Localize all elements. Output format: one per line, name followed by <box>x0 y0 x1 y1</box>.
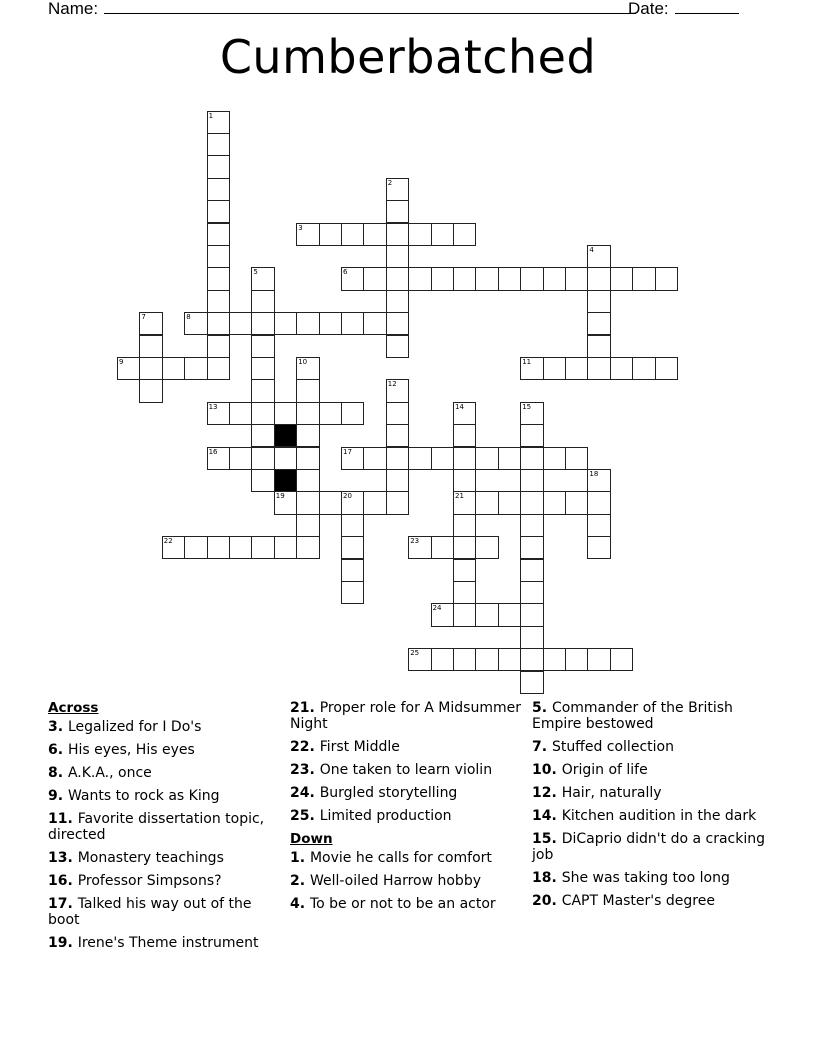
down-clues-col3 <box>532 700 772 916</box>
grid-cell[interactable] <box>520 447 543 470</box>
clue-num: 6. <box>48 742 68 758</box>
clue-number: 24 <box>432 604 442 613</box>
grid-cell[interactable] <box>565 357 588 380</box>
grid-cell[interactable] <box>587 469 610 492</box>
grid-cell[interactable] <box>565 491 588 514</box>
grid-cell[interactable] <box>453 514 476 537</box>
grid-cell[interactable] <box>610 357 633 380</box>
clue-text: To be or not to be an actor <box>309 896 496 912</box>
grid-cell[interactable] <box>386 379 409 402</box>
grid-cell[interactable] <box>207 200 230 223</box>
clue-num: 5. <box>532 700 552 716</box>
grid-cell[interactable] <box>207 447 230 470</box>
grid-cell[interactable] <box>453 559 476 582</box>
grid-cell[interactable] <box>296 223 319 246</box>
down-clue <box>532 831 772 863</box>
across-clue <box>290 762 522 778</box>
grid-cell[interactable] <box>319 402 342 425</box>
grid-cell[interactable] <box>520 357 543 380</box>
clue-text: Legalized for I Do's <box>67 719 202 735</box>
grid-cell[interactable] <box>251 357 274 380</box>
grid-cell[interactable] <box>274 491 297 514</box>
grid-cell[interactable] <box>296 469 319 492</box>
grid-cell[interactable] <box>520 648 543 671</box>
grid-cell[interactable] <box>296 491 319 514</box>
grid-cell[interactable] <box>475 603 498 626</box>
grid-cell[interactable] <box>341 514 364 537</box>
clue-text: Favorite dissertation topic, directed <box>48 811 265 843</box>
clue-text: Burgled storytelling <box>319 785 458 801</box>
clue-num: 8. <box>48 765 68 781</box>
grid-cell[interactable] <box>341 491 364 514</box>
clue-text: Wants to rock as King <box>67 788 220 804</box>
clue-text: Stuffed collection <box>551 739 674 755</box>
clue-number: 8 <box>186 313 191 322</box>
clue-num: 17. <box>48 896 78 912</box>
grid-cell[interactable] <box>296 357 319 380</box>
clue-number: 4 <box>589 245 594 254</box>
clue-num: 4. <box>290 896 310 912</box>
clue-text: Hair, naturally <box>561 785 662 801</box>
grid-cell[interactable] <box>296 514 319 537</box>
clue-number: 21 <box>455 492 464 501</box>
down-clue <box>532 870 772 886</box>
across-clue <box>290 785 522 801</box>
across-clue <box>48 896 280 928</box>
clue-num: 15. <box>532 831 562 847</box>
grid-cell[interactable] <box>520 581 543 604</box>
grid-cell[interactable] <box>296 447 319 470</box>
clue-text: Commander of the British Empire bestowed <box>532 700 733 732</box>
grid-cell[interactable] <box>207 111 230 134</box>
clue-num: 11. <box>48 811 78 827</box>
grid-cell[interactable] <box>386 469 409 492</box>
down-clue <box>532 762 772 778</box>
grid-cell[interactable] <box>431 603 454 626</box>
grid-cell[interactable] <box>632 357 655 380</box>
grid-cell[interactable] <box>587 357 610 380</box>
down-clue <box>290 873 522 889</box>
grid-cell[interactable] <box>543 648 566 671</box>
black-cell <box>274 469 297 492</box>
grid-cell[interactable] <box>386 223 409 246</box>
clue-num: 25. <box>290 808 320 824</box>
grid-cell[interactable] <box>453 424 476 447</box>
grid-cell[interactable] <box>229 312 252 335</box>
grid-cell[interactable] <box>386 245 409 268</box>
grid-cell[interactable] <box>520 424 543 447</box>
grid-cell[interactable] <box>587 335 610 358</box>
across-clue <box>48 850 280 866</box>
clue-number: 13 <box>208 402 218 411</box>
grid-cell[interactable] <box>431 447 454 470</box>
grid-cell[interactable] <box>453 648 476 671</box>
clue-num: 1. <box>290 850 310 866</box>
clue-text: Professor Simpsons? <box>77 873 222 889</box>
grid-cell[interactable] <box>453 267 476 290</box>
grid-cell[interactable] <box>453 402 476 425</box>
clue-text: Irene's Theme instrument <box>77 935 259 951</box>
grid-cell[interactable] <box>587 290 610 313</box>
across-heading: Across <box>48 700 99 716</box>
grid-cell[interactable] <box>520 267 543 290</box>
clue-number: 22 <box>163 537 173 546</box>
grid-cell[interactable] <box>341 402 364 425</box>
grid-cell[interactable] <box>207 312 230 335</box>
clue-text: His eyes, His eyes <box>67 742 195 758</box>
across-clues-col2 <box>290 700 522 919</box>
grid-cell[interactable] <box>363 312 386 335</box>
clue-num: 7. <box>532 739 552 755</box>
grid-cell[interactable] <box>543 267 566 290</box>
puzzle-title: Cumberbatched <box>219 30 597 84</box>
down-clue <box>290 896 522 912</box>
clue-text: CAPT Master's degree <box>561 893 715 909</box>
grid-cell[interactable] <box>431 267 454 290</box>
grid-cell[interactable] <box>251 312 274 335</box>
grid-cell[interactable] <box>520 514 543 537</box>
grid-cell[interactable] <box>475 648 498 671</box>
clue-text: Proper role for A Midsummer Night <box>290 700 521 732</box>
grid-cell[interactable] <box>386 267 409 290</box>
grid-cell[interactable] <box>363 491 386 514</box>
down-clue <box>532 808 772 824</box>
grid-cell[interactable] <box>184 357 207 380</box>
clue-num: 9. <box>48 788 68 804</box>
grid-cell[interactable] <box>251 424 274 447</box>
grid-cell[interactable] <box>408 536 431 559</box>
grid-cell[interactable] <box>453 223 476 246</box>
grid-cell[interactable] <box>498 491 521 514</box>
clue-num: 19. <box>48 935 78 951</box>
across-clue <box>290 739 522 755</box>
clue-num: 12. <box>532 785 562 801</box>
grid-cell[interactable] <box>498 267 521 290</box>
grid-cell[interactable] <box>207 357 230 380</box>
grid-cell[interactable] <box>498 447 521 470</box>
grid-cell[interactable] <box>565 447 588 470</box>
grid-cell[interactable] <box>520 671 543 694</box>
grid-cell[interactable] <box>386 402 409 425</box>
clue-number: 17 <box>343 447 352 456</box>
grid-cell[interactable] <box>520 603 543 626</box>
grid-cell[interactable] <box>117 357 140 380</box>
clue-num: 21. <box>290 700 320 716</box>
grid-cell[interactable] <box>520 491 543 514</box>
name-label: Name: <box>48 0 99 18</box>
clue-num: 13. <box>48 850 78 866</box>
grid-cell[interactable] <box>520 402 543 425</box>
grid-cell[interactable] <box>251 379 274 402</box>
grid-cell[interactable] <box>565 267 588 290</box>
grid-cell[interactable] <box>520 559 543 582</box>
grid-cell[interactable] <box>655 357 678 380</box>
grid-cell[interactable] <box>587 536 610 559</box>
grid-cell[interactable] <box>207 223 230 246</box>
grid-cell[interactable] <box>207 155 230 178</box>
down-clue <box>290 850 522 866</box>
grid-cell[interactable] <box>587 312 610 335</box>
grid-cell[interactable] <box>386 178 409 201</box>
grid-cell[interactable] <box>363 267 386 290</box>
grid-cell[interactable] <box>587 491 610 514</box>
clue-number: 15 <box>522 402 532 411</box>
grid-cell[interactable] <box>655 267 678 290</box>
grid-cell[interactable] <box>431 648 454 671</box>
grid-cell[interactable] <box>184 536 207 559</box>
grid-cell[interactable] <box>408 648 431 671</box>
grid-cell[interactable] <box>341 312 364 335</box>
grid-cell[interactable] <box>341 559 364 582</box>
clue-number: 18 <box>589 469 599 478</box>
grid-cell[interactable] <box>184 312 207 335</box>
clue-number: 10 <box>298 357 308 366</box>
across-clue <box>290 808 522 824</box>
grid-cell[interactable] <box>229 402 252 425</box>
clue-num: 24. <box>290 785 320 801</box>
grid-cell[interactable] <box>475 267 498 290</box>
grid-cell[interactable] <box>296 424 319 447</box>
grid-cell[interactable] <box>386 290 409 313</box>
grid-cell[interactable] <box>498 603 521 626</box>
grid-cell[interactable] <box>274 536 297 559</box>
grid-cell[interactable] <box>587 245 610 268</box>
clue-text: A.K.A., once <box>67 765 152 781</box>
grid-cell[interactable] <box>139 335 162 358</box>
clue-num: 3. <box>48 719 68 735</box>
grid-cell[interactable] <box>520 469 543 492</box>
grid-cell[interactable] <box>296 312 319 335</box>
down-clue <box>532 739 772 755</box>
grid-cell[interactable] <box>207 402 230 425</box>
grid-cell[interactable] <box>587 514 610 537</box>
grid-cell[interactable] <box>386 491 409 514</box>
grid-cell[interactable] <box>453 491 476 514</box>
grid-cell[interactable] <box>498 648 521 671</box>
clue-number: 5 <box>253 268 258 277</box>
clue-number: 23 <box>410 537 420 546</box>
clue-text: Limited production <box>319 808 452 824</box>
clue-num: 14. <box>532 808 562 824</box>
grid-cell[interactable] <box>207 245 230 268</box>
grid-cell[interactable] <box>319 223 342 246</box>
grid-cell[interactable] <box>274 447 297 470</box>
across-clue <box>48 765 280 781</box>
grid-cell[interactable] <box>543 447 566 470</box>
grid-cell[interactable] <box>274 402 297 425</box>
grid-cell[interactable] <box>341 447 364 470</box>
clue-number: 14 <box>455 402 464 411</box>
grid-cell[interactable] <box>610 648 633 671</box>
grid-cell[interactable] <box>520 626 543 649</box>
grid-cell[interactable] <box>431 536 454 559</box>
grid-cell[interactable] <box>408 223 431 246</box>
grid-cell[interactable] <box>453 581 476 604</box>
grid-cell[interactable] <box>207 178 230 201</box>
clue-number: 16 <box>208 447 218 456</box>
grid-cell[interactable] <box>610 267 633 290</box>
grid-cell[interactable] <box>565 648 588 671</box>
grid-cell[interactable] <box>319 491 342 514</box>
down-clue <box>532 893 772 909</box>
grid-cell[interactable] <box>341 267 364 290</box>
grid-cell[interactable] <box>319 312 342 335</box>
clue-text: She was taking too long <box>561 870 730 886</box>
grid-cell[interactable] <box>475 536 498 559</box>
down-clue <box>532 700 772 732</box>
grid-cell[interactable] <box>139 357 162 380</box>
clue-number: 6 <box>343 268 348 277</box>
clue-text: Monastery teachings <box>77 850 224 866</box>
clue-text: Origin of life <box>561 762 648 778</box>
clue-number: 7 <box>141 313 146 322</box>
grid-cell[interactable] <box>520 536 543 559</box>
across-clue <box>48 788 280 804</box>
grid-cell[interactable] <box>386 447 409 470</box>
grid-cell[interactable] <box>229 447 252 470</box>
clue-number: 9 <box>119 357 124 366</box>
grid-cell[interactable] <box>207 133 230 156</box>
grid-cell[interactable] <box>251 536 274 559</box>
grid-cell[interactable] <box>587 648 610 671</box>
date-label: Date: <box>628 0 669 18</box>
grid-cell[interactable] <box>632 267 655 290</box>
grid-cell[interactable] <box>453 469 476 492</box>
grid-cell[interactable] <box>139 379 162 402</box>
grid-cell[interactable] <box>453 536 476 559</box>
grid-cell[interactable] <box>386 200 409 223</box>
grid-cell[interactable] <box>229 536 252 559</box>
grid-cell[interactable] <box>543 491 566 514</box>
grid-cell[interactable] <box>251 402 274 425</box>
grid-cell[interactable] <box>207 536 230 559</box>
across-clue <box>48 811 280 843</box>
across-clue <box>48 719 280 735</box>
clue-num: 20. <box>532 893 562 909</box>
grid-cell[interactable] <box>251 469 274 492</box>
grid-cell[interactable] <box>386 312 409 335</box>
grid-cell[interactable] <box>296 379 319 402</box>
grid-cell[interactable] <box>475 491 498 514</box>
grid-cell[interactable] <box>162 357 185 380</box>
clue-text: One taken to learn violin <box>319 762 493 778</box>
clue-text: First Middle <box>319 739 400 755</box>
grid-cell[interactable] <box>251 447 274 470</box>
grid-cell[interactable] <box>296 402 319 425</box>
clue-num: 22. <box>290 739 320 755</box>
clue-number: 20 <box>343 492 352 501</box>
across-clue <box>48 935 280 951</box>
across-clue <box>48 742 280 758</box>
grid-cell[interactable] <box>408 447 431 470</box>
clue-num: 18. <box>532 870 562 886</box>
grid-cell[interactable] <box>139 312 162 335</box>
across-clues-col1 <box>48 700 280 958</box>
grid-cell[interactable] <box>341 223 364 246</box>
grid-cell[interactable] <box>408 267 431 290</box>
down-clue <box>532 785 772 801</box>
grid-cell[interactable] <box>475 447 498 470</box>
grid-cell[interactable] <box>386 424 409 447</box>
grid-cell[interactable] <box>207 290 230 313</box>
grid-cell[interactable] <box>431 223 454 246</box>
black-cell <box>274 424 297 447</box>
clue-number: 19 <box>275 492 285 501</box>
grid-cell[interactable] <box>251 335 274 358</box>
grid-cell[interactable] <box>207 335 230 358</box>
grid-cell[interactable] <box>274 312 297 335</box>
clue-text: Kitchen audition in the dark <box>561 808 757 824</box>
clue-num: 16. <box>48 873 78 889</box>
grid-cell[interactable] <box>341 581 364 604</box>
across-clue <box>290 700 522 732</box>
clue-text: Well-oiled Harrow hobby <box>309 873 481 889</box>
clue-number: 2 <box>387 178 393 187</box>
grid-cell[interactable] <box>363 447 386 470</box>
grid-cell[interactable] <box>587 267 610 290</box>
clue-text: DiCaprio didn't do a cracking job <box>532 831 766 863</box>
grid-cell[interactable] <box>453 447 476 470</box>
grid-cell[interactable] <box>341 536 364 559</box>
clue-num: 10. <box>532 762 562 778</box>
grid-cell[interactable] <box>453 603 476 626</box>
clue-num: 23. <box>290 762 320 778</box>
grid-cell[interactable] <box>162 536 185 559</box>
grid-cell[interactable] <box>363 223 386 246</box>
clue-num: 2. <box>290 873 310 889</box>
clue-text: Talked his way out of the boot <box>48 896 252 928</box>
grid-cell[interactable] <box>207 267 230 290</box>
clue-text: Movie he calls for comfort <box>309 850 492 866</box>
grid-cell[interactable] <box>543 357 566 380</box>
grid-cell[interactable] <box>251 267 274 290</box>
clue-number: 12 <box>387 380 397 389</box>
grid-cell[interactable] <box>251 290 274 313</box>
clue-number: 3 <box>298 223 303 232</box>
grid-cell[interactable] <box>296 536 319 559</box>
clue-number: 1 <box>208 111 214 120</box>
down-heading: Down <box>290 831 333 847</box>
clue-number: 25 <box>410 649 420 658</box>
across-clue <box>48 873 280 889</box>
clue-number: 11 <box>522 357 532 366</box>
grid-cell[interactable] <box>386 335 409 358</box>
